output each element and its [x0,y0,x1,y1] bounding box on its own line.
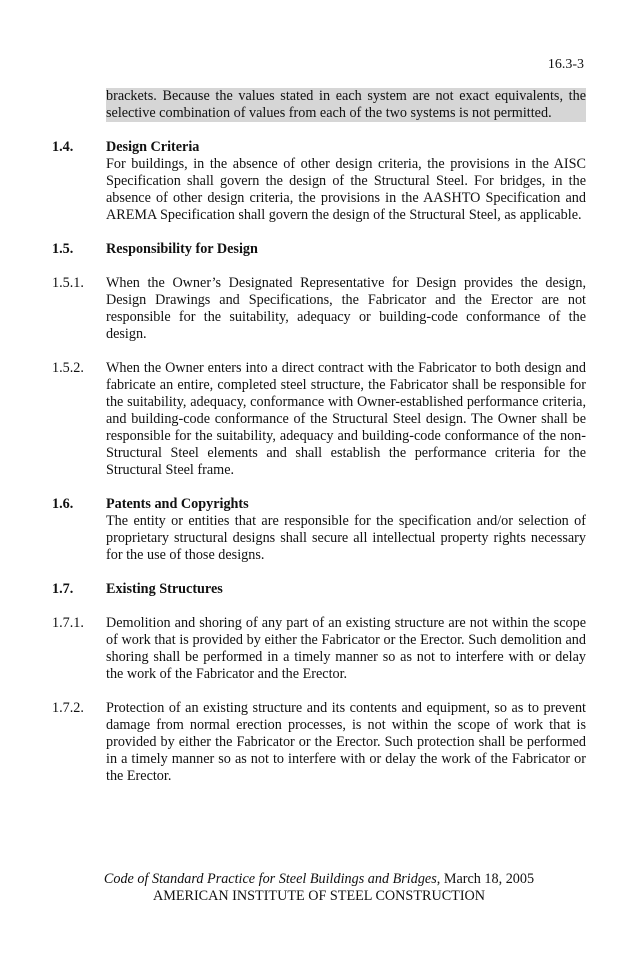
section-number: 1.5.2. [52,360,84,376]
section-number: 1.7.1. [52,615,84,631]
continuation-paragraph: brackets. Because the values stated in each system are not exact equivalents, the selective combination of values from each of the two systems is not permitted. [106,88,586,121]
section-1-7-1 [52,615,586,683]
footer-organization: AMERICAN INSTITUTE OF STEEL CONSTRUCTION [152,888,486,904]
section-title: Design Criteria [106,139,200,155]
section-1-7 [52,581,586,598]
section-1-5-1 [52,275,586,343]
section-1-5-2 [52,360,586,479]
section-title: Existing Structures [106,581,223,597]
page-footer [0,871,638,905]
section-number: 1.5.1. [52,275,84,291]
section-text: Demolition and shoring of any part of an existing structure are not within the scope of work that is provided by either the Fabricator or the Erector. Such demolition and shoring shall be performed in a timely manner so as not to interfere with or delay the work of the Fabricator and the Erector. [106,615,586,682]
citation-title: Code of Standard Practice for Steel Buildings and Bridges [103,871,437,887]
page-number: 16.3-3 [547,57,584,72]
section-text: When the Owner’s Designated Representative for Design provides the design, Design Drawings and Specifications, the Fabricator and the Erector are not responsible for the suitability, adequacy or building-code conformance of the design. [106,275,586,342]
citation-date: , March 18, 2005 [436,871,535,887]
section-title: Responsibility for Design [106,241,258,257]
section-text: Protection of an existing structure and its contents and equipment, so as to prevent damage from normal erection processes, is not within the scope of work that is provided by either the Fabricator or the Erector. Such protection shall be performed in a timely manner so as not to interfere with or delay the work of the Fabricator or the Erector. [106,700,586,784]
section-number: 1.7.2. [52,700,84,716]
section-text: The entity or entities that are responsible for the specification and/or selection of proprietary structural designs shall secure all intellectual property rights necessary for the use of those designs. [106,513,586,563]
section-1-6 [52,496,586,564]
section-title: Patents and Copyrights [106,496,249,512]
section-text: For buildings, in the absence of other design criteria, the provisions in the AISC Specification shall govern the design of the Structural Steel. For bridges, in the absence of other design criteria, the provisions in the AASHTO Specification and AREMA Specification shall govern the design of the Structural Steel, as applicable. [106,156,586,223]
section-number: 1.6. [52,496,74,512]
section-1-4 [52,139,586,224]
section-1-7-2 [52,700,586,785]
section-number: 1.4. [52,139,74,155]
section-text: When the Owner enters into a direct contract with the Fabricator to both design and fabricate an entire, completed steel structure, the Fabricator shall be responsible for the suitability, adequacy, conformance with Owner-established performance criteria, and building-code conformance of the Structural Steel design. The Owner shall be responsible for the suitability, adequacy and building-code conformance of the non-Structural Steel elements and shall establish the performance criteria for the Structural Steel frame. [106,360,586,478]
document-body [52,88,586,785]
section-number: 1.5. [52,241,74,257]
section-number: 1.7. [52,581,74,597]
section-1-5 [52,241,586,258]
footer-citation [0,871,638,888]
